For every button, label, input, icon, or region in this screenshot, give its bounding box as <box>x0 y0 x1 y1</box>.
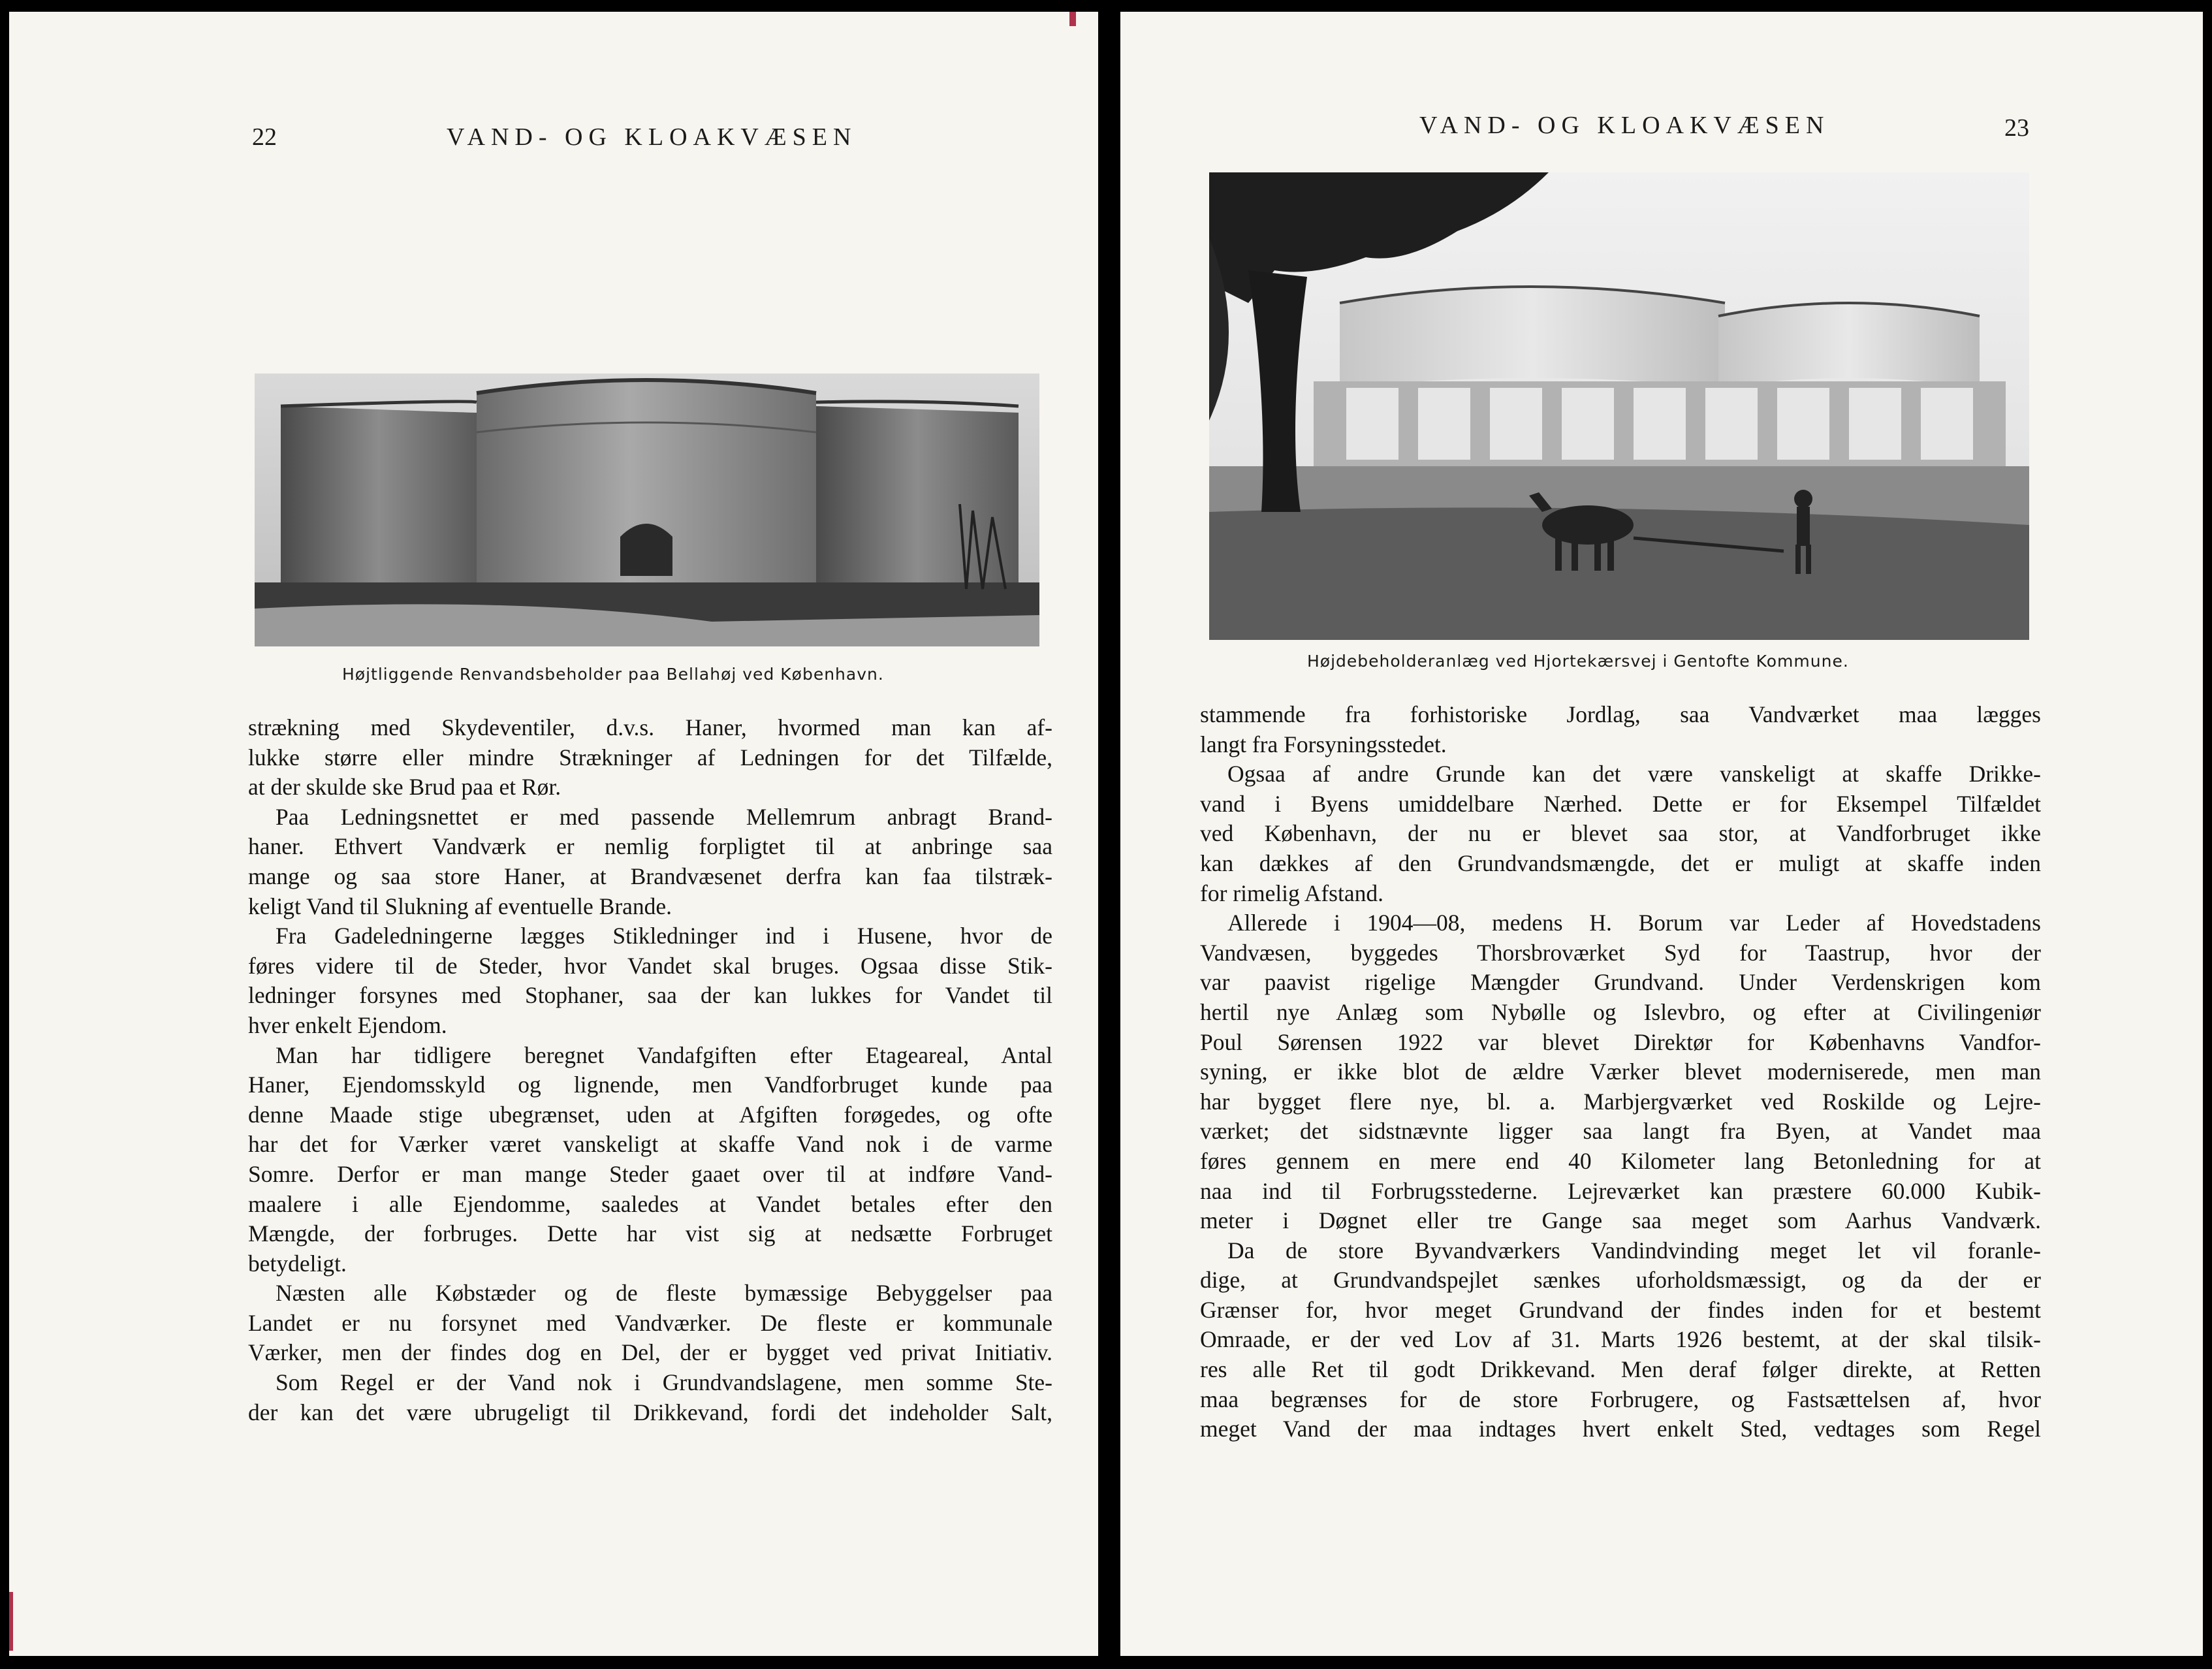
text-line: har bygget flere nye, bl. a. Marbjergværket ved Roskilde og Lejre- <box>1200 1088 2041 1115</box>
running-head: VAND- OG KLOAKVÆSEN <box>1419 112 1830 139</box>
photo-caption: Højdebeholderanlæg ved Hjortekærsvej i Gentofte Kommune. <box>1307 652 1849 671</box>
text-line: kan dækkes af den Grundvandsmængde, det er muligt at skaffe inden <box>1200 850 2041 876</box>
reservoir-illustration <box>1209 172 2029 640</box>
text-line: hertil nye Anlæg som Nybølle og Islevbro, og efter at Civilingeniør <box>1200 998 2041 1025</box>
text-line: Paa Ledningsnettet er med passende Mellemrum anbragt Brand- <box>276 803 1052 830</box>
bellahoj-reservoir-photo <box>255 374 1039 646</box>
text-line: føres videre til de Steder, hvor Vandet skal bruges. Ogsaa disse Stik- <box>248 952 1052 979</box>
text-line: naa ind til Forbrugsstederne. Lejreværket kan præstere 60.000 Kubik- <box>1200 1177 2041 1204</box>
text-line: der kan det være ubrugeligt til Drikkevand, fordi det indeholder Salt, <box>248 1399 1052 1425</box>
text-line: maa begrænses for de store Forbrugere, og Fastsættelsen af, hvor <box>1200 1386 2041 1412</box>
text-line: Værker, men der findes dog en Del, der er bygget ved privat Initiativ. <box>248 1339 1052 1366</box>
text-line: Landet er nu forsynet med Vandværker. De fleste er kommunale <box>248 1309 1052 1336</box>
text-line: Som Regel er der Vand nok i Grundvandslagene, men somme Ste- <box>276 1369 1052 1396</box>
text-line: for rimelig Afstand. <box>1200 880 1383 906</box>
text-line: Haner, Ejendomsskyld og lignende, men Vandforbruget kunde paa <box>248 1072 1052 1098</box>
page-number: 23 <box>2004 114 2029 142</box>
body-text <box>1200 700 2041 1444</box>
running-head: VAND- OG KLOAKVÆSEN <box>447 123 857 151</box>
text-line: Næsten alle Købstæder og de fleste bymæssige Bebyggelser paa <box>276 1280 1052 1307</box>
text-line: dige, at Grundvandspejlet sænkes uforholdsmæssigt, og da der er <box>1200 1267 2041 1294</box>
text-line: denne Maade stige ubegrænset, uden at Afgiften forøgedes, og ofte <box>248 1101 1052 1128</box>
text-line: meget Vand der maa indtages hvert enkelt Sted, vedtages som Regel <box>1200 1416 2041 1442</box>
text-line: langt fra Forsyningsstedet. <box>1200 731 1447 757</box>
text-line: res alle Ret til godt Drikkevand. Men deraf følger direkte, at Retten <box>1200 1356 2041 1383</box>
text-line: har det for Værker været vanskeligt at skaffe Vand nok i de varme <box>248 1131 1052 1158</box>
text-line: ledninger forsynes med Stophaner, saa der kan lukkes for Vandet til <box>248 982 1052 1009</box>
edge-mark <box>9 1592 13 1651</box>
text-line: maalere i alle Ejendomme, saaledes at Vandet betales efter den <box>248 1190 1052 1217</box>
text-line: Ogsaa af andre Grunde kan det være vanskeligt at skaffe Drikke- <box>1227 761 2041 787</box>
page-number: 22 <box>252 123 277 151</box>
text-line: at der skulde ske Brud paa et Rør. <box>248 774 561 801</box>
text-line: Man har tidligere beregnet Vandafgiften efter Etageareal, Antal <box>276 1041 1052 1068</box>
spine-mark <box>1069 12 1076 26</box>
reservoir-illustration <box>255 374 1039 646</box>
text-line: Mængde, der forbruges. Dette har vist sig at nedsætte Forbruget <box>248 1220 1052 1247</box>
body-text <box>248 713 1052 1427</box>
hjortekaersvej-reservoir-photo <box>1209 172 2029 640</box>
text-line: Fra Gadeledningerne lægges Stikledninger ind i Husene, hvor de <box>276 923 1052 949</box>
text-line: haner. Ethvert Vandværk er nemlig forpligtet til at anbringe saa <box>248 833 1052 860</box>
text-line: værket; det sidstnævnte ligger saa langt fra Byen, at Vandet maa <box>1200 1118 2041 1145</box>
text-line: hver enkelt Ejendom. <box>248 1011 447 1038</box>
text-line: Vandvæsen, byggedes Thorsbroværket Syd for Taastrup, hvor der <box>1200 939 2041 966</box>
right-page <box>1120 12 2203 1656</box>
text-line: Somre. Derfor er man mange Steder gaaet over til at indføre Vand- <box>248 1160 1052 1187</box>
text-line: var paavist rigelige Mængder Grundvand. Under Verdenskrigen kom <box>1200 969 2041 996</box>
text-line: lukke større eller mindre Strækninger af Ledningen for det Tilfælde, <box>248 744 1052 771</box>
text-line: stammende fra forhistoriske Jordlag, saa Vandværket maa lægges <box>1200 701 2041 727</box>
photo-caption: Højtliggende Renvandsbeholder paa Bellahøj ved København. <box>342 665 884 684</box>
text-line: mange og saa store Haner, at Brandvæsenet derfra kan faa tilstræk- <box>248 863 1052 889</box>
text-line: betydeligt. <box>248 1250 347 1277</box>
text-line: Da de store Byvandværkers Vandindvinding meget let vil foranle- <box>1227 1237 2041 1264</box>
text-line: Grænser for, hvor meget Grundvand der findes inden for et bestemt <box>1200 1296 2041 1323</box>
text-line: føres gennem en mere end 40 Kilometer lang Betonledning for at <box>1200 1147 2041 1174</box>
text-line: Allerede i 1904—08, medens H. Borum var Leder af Hovedstadens <box>1227 910 2041 936</box>
text-line: Poul Sørensen 1922 var blevet Direktør for Københavns Vandfor- <box>1200 1028 2041 1055</box>
text-line: ved København, der nu er blevet saa stor, at Vandforbruget ikke <box>1200 820 2041 847</box>
text-line: syning, er ikke blot de ældre Værker blevet moderniserede, men man <box>1200 1058 2041 1085</box>
text-line: strækning med Skydeventiler, d.v.s. Haner, hvormed man kan af- <box>248 714 1052 740</box>
text-line: meter i Døgnet eller tre Gange saa meget som Aarhus Vandværk. <box>1200 1207 2041 1234</box>
text-line: Omraade, er der ved Lov af 31. Marts 1926 bestemt, at der skal tilsik- <box>1200 1326 2041 1353</box>
text-line: vand i Byens umiddelbare Nærhed. Dette er for Eksempel Tilfældet <box>1200 790 2041 817</box>
text-line: keligt Vand til Slukning af eventuelle Brande. <box>248 893 672 919</box>
left-page <box>9 12 1098 1656</box>
